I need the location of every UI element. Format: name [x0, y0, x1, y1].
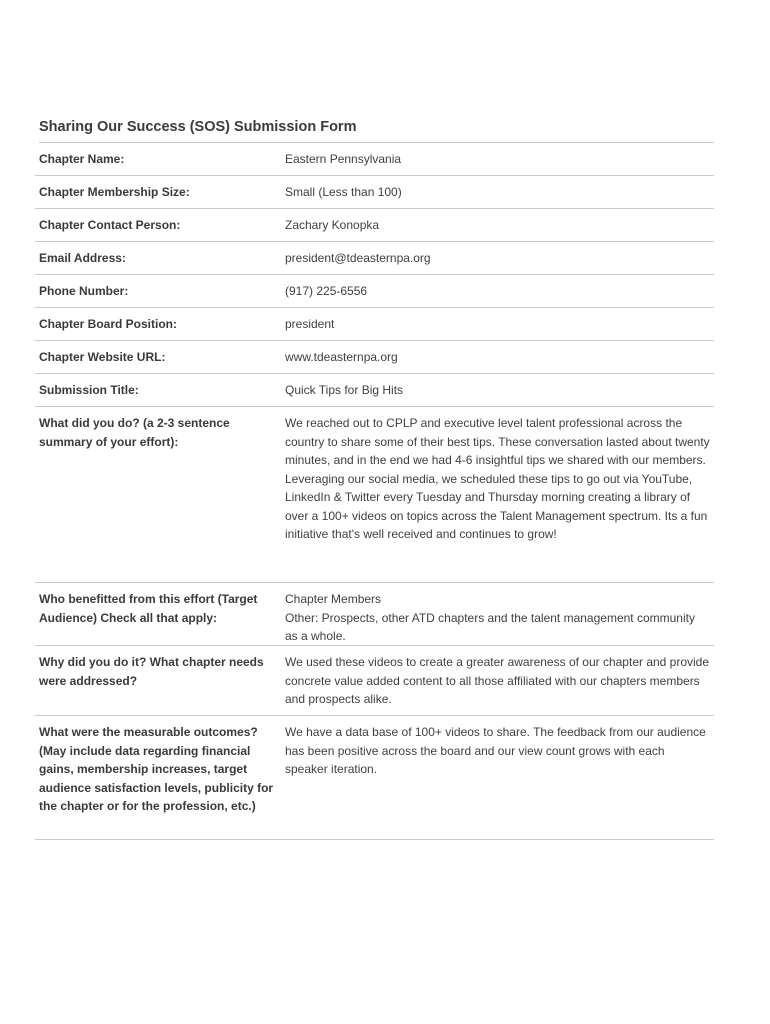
field-label: What did you do? (a 2-3 sentence summary of your effort): [39, 416, 230, 449]
field-row-membership-size [35, 176, 714, 209]
field-row-board-position [35, 308, 714, 341]
field-value: www.tdeasternpa.org [285, 349, 398, 364]
field-row-website [35, 341, 714, 374]
field-row-why [35, 646, 714, 716]
field-label: Chapter Membership Size: [39, 184, 190, 199]
field-row-outcomes [35, 716, 714, 840]
field-row-summary [35, 407, 714, 583]
field-label: Chapter Name: [39, 151, 125, 166]
field-row-submission-title [35, 374, 714, 407]
field-label: Chapter Website URL: [39, 349, 166, 364]
field-value: Quick Tips for Big Hits [285, 382, 404, 397]
field-row-phone [35, 275, 714, 308]
field-value: We have a data base of 100+ videos to share. The feedback from our audience has been positive across the board and our view count grows with each speaker iteration. [285, 725, 706, 776]
field-value: Small (Less than 100) [285, 184, 402, 199]
field-label: Phone Number: [39, 283, 129, 298]
field-label: Submission Title: [39, 382, 139, 397]
field-label: What were the measurable outcomes? (May include data regarding financial gains, membership increases, target audience satisfaction levels, publicity for the chapter or for the profession, etc.) [39, 725, 274, 813]
field-row-target-audience [35, 583, 714, 646]
field-value: Eastern Pennsylvania [285, 151, 402, 166]
field-label: Why did you do it? What chapter needs were addressed? [39, 655, 264, 688]
submission-form [35, 117, 714, 840]
field-value: (917) 225-6556 [285, 283, 368, 298]
field-label: Email Address: [39, 250, 126, 265]
field-label: Chapter Board Position: [39, 316, 178, 331]
form-title: Sharing Our Success (SOS) Submission Form [39, 117, 714, 143]
field-row-email [35, 242, 714, 275]
field-value: Zachary Konopka [285, 217, 380, 232]
audience-line-other: Other: Prospects, other ATD chapters and the talent management community as a whole. [285, 610, 695, 643]
field-label: Chapter Contact Person: [39, 217, 181, 232]
field-label: Who benefitted from this effort (Target Audience) Check all that apply: [39, 592, 258, 625]
field-value: We reached out to CPLP and executive level talent professional across the country to share some of their best tips. These conversation lasted about twenty minutes, and in the end we had 4-6 insightful tips we shared with our members. Leveraging our social media, we scheduled these tips to go out via YouTube, LinkedIn & Twitter every Tuesday and Thursday morning creating a library of over a 100+ videos on topics across the Talent Management spectrum. Its a fun initiative that's well received and continues to grow! [285, 416, 710, 541]
field-value: president@tdeasternpa.org [285, 250, 431, 265]
field-value: president [285, 316, 335, 331]
field-row-contact-person [35, 209, 714, 242]
audience-line-members: Chapter Members [285, 592, 382, 606]
field-value: We used these videos to create a greater awareness of our chapter and provide concrete value added content to all those affiliated with our chapters members and prospects alike. [285, 655, 710, 706]
field-value [285, 590, 714, 646]
field-row-chapter-name [35, 143, 714, 176]
